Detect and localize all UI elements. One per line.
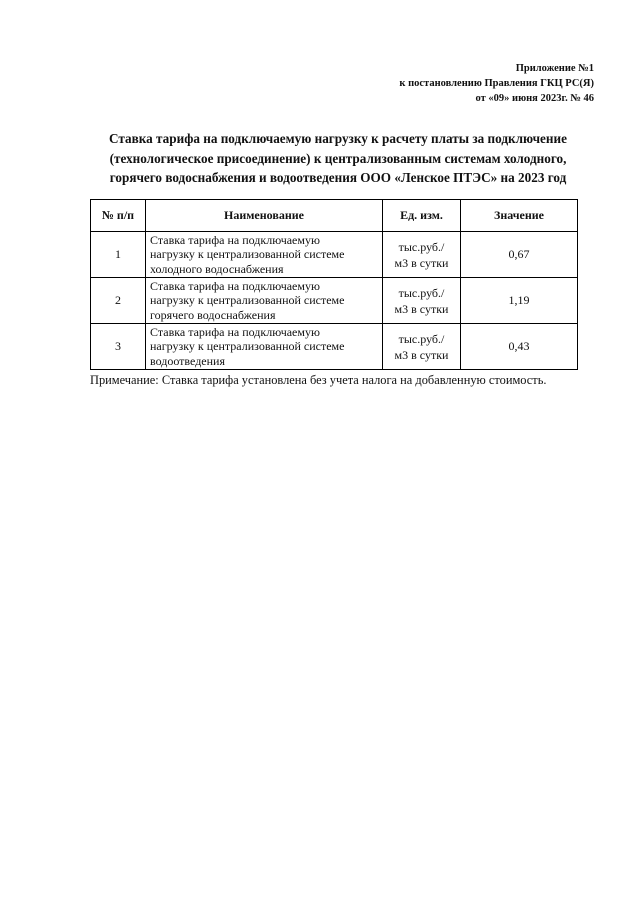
tariff-table — [90, 199, 578, 370]
name-line: нагрузку к централизованной системе — [150, 293, 345, 308]
row-value: 0,67 — [461, 232, 578, 278]
document-title — [100, 129, 576, 188]
row-name — [146, 278, 383, 324]
name-line: Ставка тарифа на подключаемую — [150, 232, 320, 247]
header-value: Значение — [461, 200, 578, 232]
unit-line: м3 в сутки — [394, 255, 449, 270]
appendix-resolution: к постановлению Правления ГКЦ РС(Я) — [399, 78, 594, 89]
table-row — [91, 278, 578, 324]
table-row — [91, 232, 578, 278]
row-value: 0,43 — [461, 324, 578, 370]
footnote: Примечание: Ставка тарифа установлена без учета налога на добавленную стоимость. — [90, 373, 547, 387]
unit-line: тыс.руб./ — [398, 331, 445, 346]
row-number: 3 — [91, 324, 146, 370]
header-name: Наименование — [146, 200, 383, 232]
name-line: Ставка тарифа на подключаемую — [150, 278, 320, 293]
appendix-date: от «09» июня 2023г. № 46 — [475, 93, 594, 104]
row-number: 2 — [91, 278, 146, 324]
appendix-number: Приложение №1 — [515, 63, 594, 74]
unit-line: тыс.руб./ — [398, 285, 445, 300]
name-line: нагрузку к централизованной системе — [150, 339, 345, 354]
name-line: водоотведения — [150, 353, 225, 368]
name-line: нагрузку к централизованной системе — [150, 247, 345, 262]
unit-line: м3 в сутки — [394, 301, 449, 316]
table-row — [91, 324, 578, 370]
row-number: 1 — [91, 232, 146, 278]
header-unit: Ед. изм. — [383, 200, 461, 232]
header-number: № п/п — [91, 200, 146, 232]
name-line: горячего водоснабжения — [150, 307, 276, 322]
row-value: 1,19 — [461, 278, 578, 324]
name-line: холодного водоснабжения — [150, 261, 284, 276]
name-line: Ставка тарифа на подключаемую — [150, 324, 320, 339]
row-name — [146, 232, 383, 278]
row-name — [146, 324, 383, 370]
unit-line: тыс.руб./ — [398, 239, 445, 254]
row-unit — [383, 232, 461, 278]
row-unit — [383, 324, 461, 370]
title-line: (технологическое присоединение) к централизованным системам холодного, — [109, 150, 567, 166]
row-unit — [383, 278, 461, 324]
table-header-row — [91, 200, 578, 232]
title-line: Ставка тарифа на подключаемую нагрузку к расчету платы за подключение — [109, 131, 567, 146]
unit-line: м3 в сутки — [394, 347, 449, 362]
title-line: горячего водоснабжения и водоотведения ООО «Ленское ПТЭС» на 2023 год — [109, 170, 567, 185]
appendix-header — [399, 61, 594, 106]
